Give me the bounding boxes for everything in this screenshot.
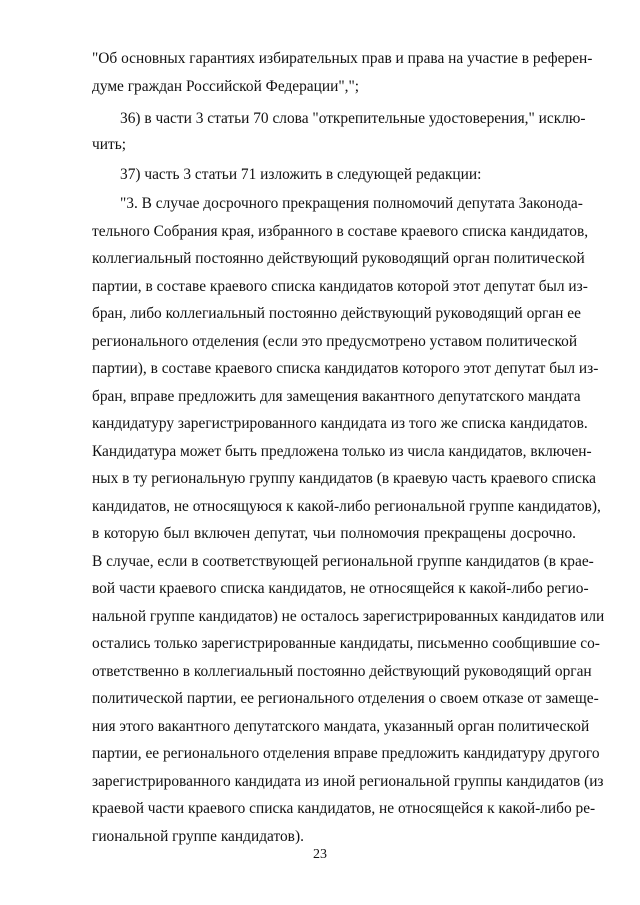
text-line: партии, в составе краевого списка кандидатов которой этот депутат был из- <box>92 278 588 295</box>
text-line: кандидатуру зарегистрированного кандидата из того же списка кандидатов. <box>92 415 588 432</box>
text-line: "3. В случае досрочного прекращения полномочий депутата Законода- <box>120 195 583 212</box>
text-line: тельного Собрания края, избранного в составе краевого списка кандидатов, <box>92 223 589 240</box>
page-number: 23 <box>313 847 327 862</box>
text-line: бран, либо коллегиальный постоянно действующий руководящий орган ее <box>92 305 581 322</box>
text-line: политической партии, ее регионального отделения о своем отказе от замеще- <box>92 690 599 707</box>
text-line: краевой части краевого списка кандидатов, не относящейся к какой-либо ре- <box>92 800 596 817</box>
text-line: остались только зарегистрированные кандидаты, письменно сообщившие со- <box>92 635 600 652</box>
text-line: ния этого вакантного депутатского мандата, указанный орган политической <box>92 718 590 735</box>
text-line: 36) в части 3 статьи 70 слова "открепительные удостоверения," исклю- <box>120 110 586 127</box>
text-line: бран, вправе предложить для замещения вакантного депутатского мандата <box>92 388 581 405</box>
text-line: В случае, если в соответствующей региональной группе кандидатов (в крае- <box>92 553 594 570</box>
text-line: думе граждан Российской Федерации","; <box>92 78 360 95</box>
text-line: кандидатов, не относящуюся к какой-либо региональной группе кандидатов), <box>92 498 601 515</box>
text-line: партии), в составе краевого списка кандидатов которого этот депутат был из- <box>92 360 599 377</box>
text-line: чить; <box>92 136 126 153</box>
text-line: ответственно в коллегиальный постоянно действующий руководящий орган <box>92 663 592 680</box>
text-line: ных в ту региональную группу кандидатов (в краевую часть краевого списка <box>92 470 596 487</box>
text-line: зарегистрированного кандидата из иной региональной группы кандидатов (из <box>92 773 604 790</box>
text-line: гиональной группе кандидатов). <box>92 828 304 845</box>
text-line: партии, ее регионального отделения вправе предложить кандидатуру другого <box>92 745 600 762</box>
text-line: регионального отделения (если это предусмотрено уставом политической <box>92 333 578 350</box>
text-line: "Об основных гарантиях избирательных прав и права на участие в референ- <box>92 50 593 67</box>
text-line: в которую был включен депутат, чьи полномочия прекращены досрочно. <box>92 525 576 542</box>
text-line: 37) часть 3 статьи 71 изложить в следующей редакции: <box>120 166 482 183</box>
text-line: Кандидатура может быть предложена только из числа кандидатов, включен- <box>92 443 592 460</box>
text-line: вой части краевого списка кандидатов, не относящейся к какой-либо регио- <box>92 580 589 597</box>
text-line: нальной группе кандидатов) не осталось зарегистрированных кандидатов или <box>92 608 605 625</box>
text-line: коллегиальный постоянно действующий руководящий орган политической <box>92 250 585 267</box>
